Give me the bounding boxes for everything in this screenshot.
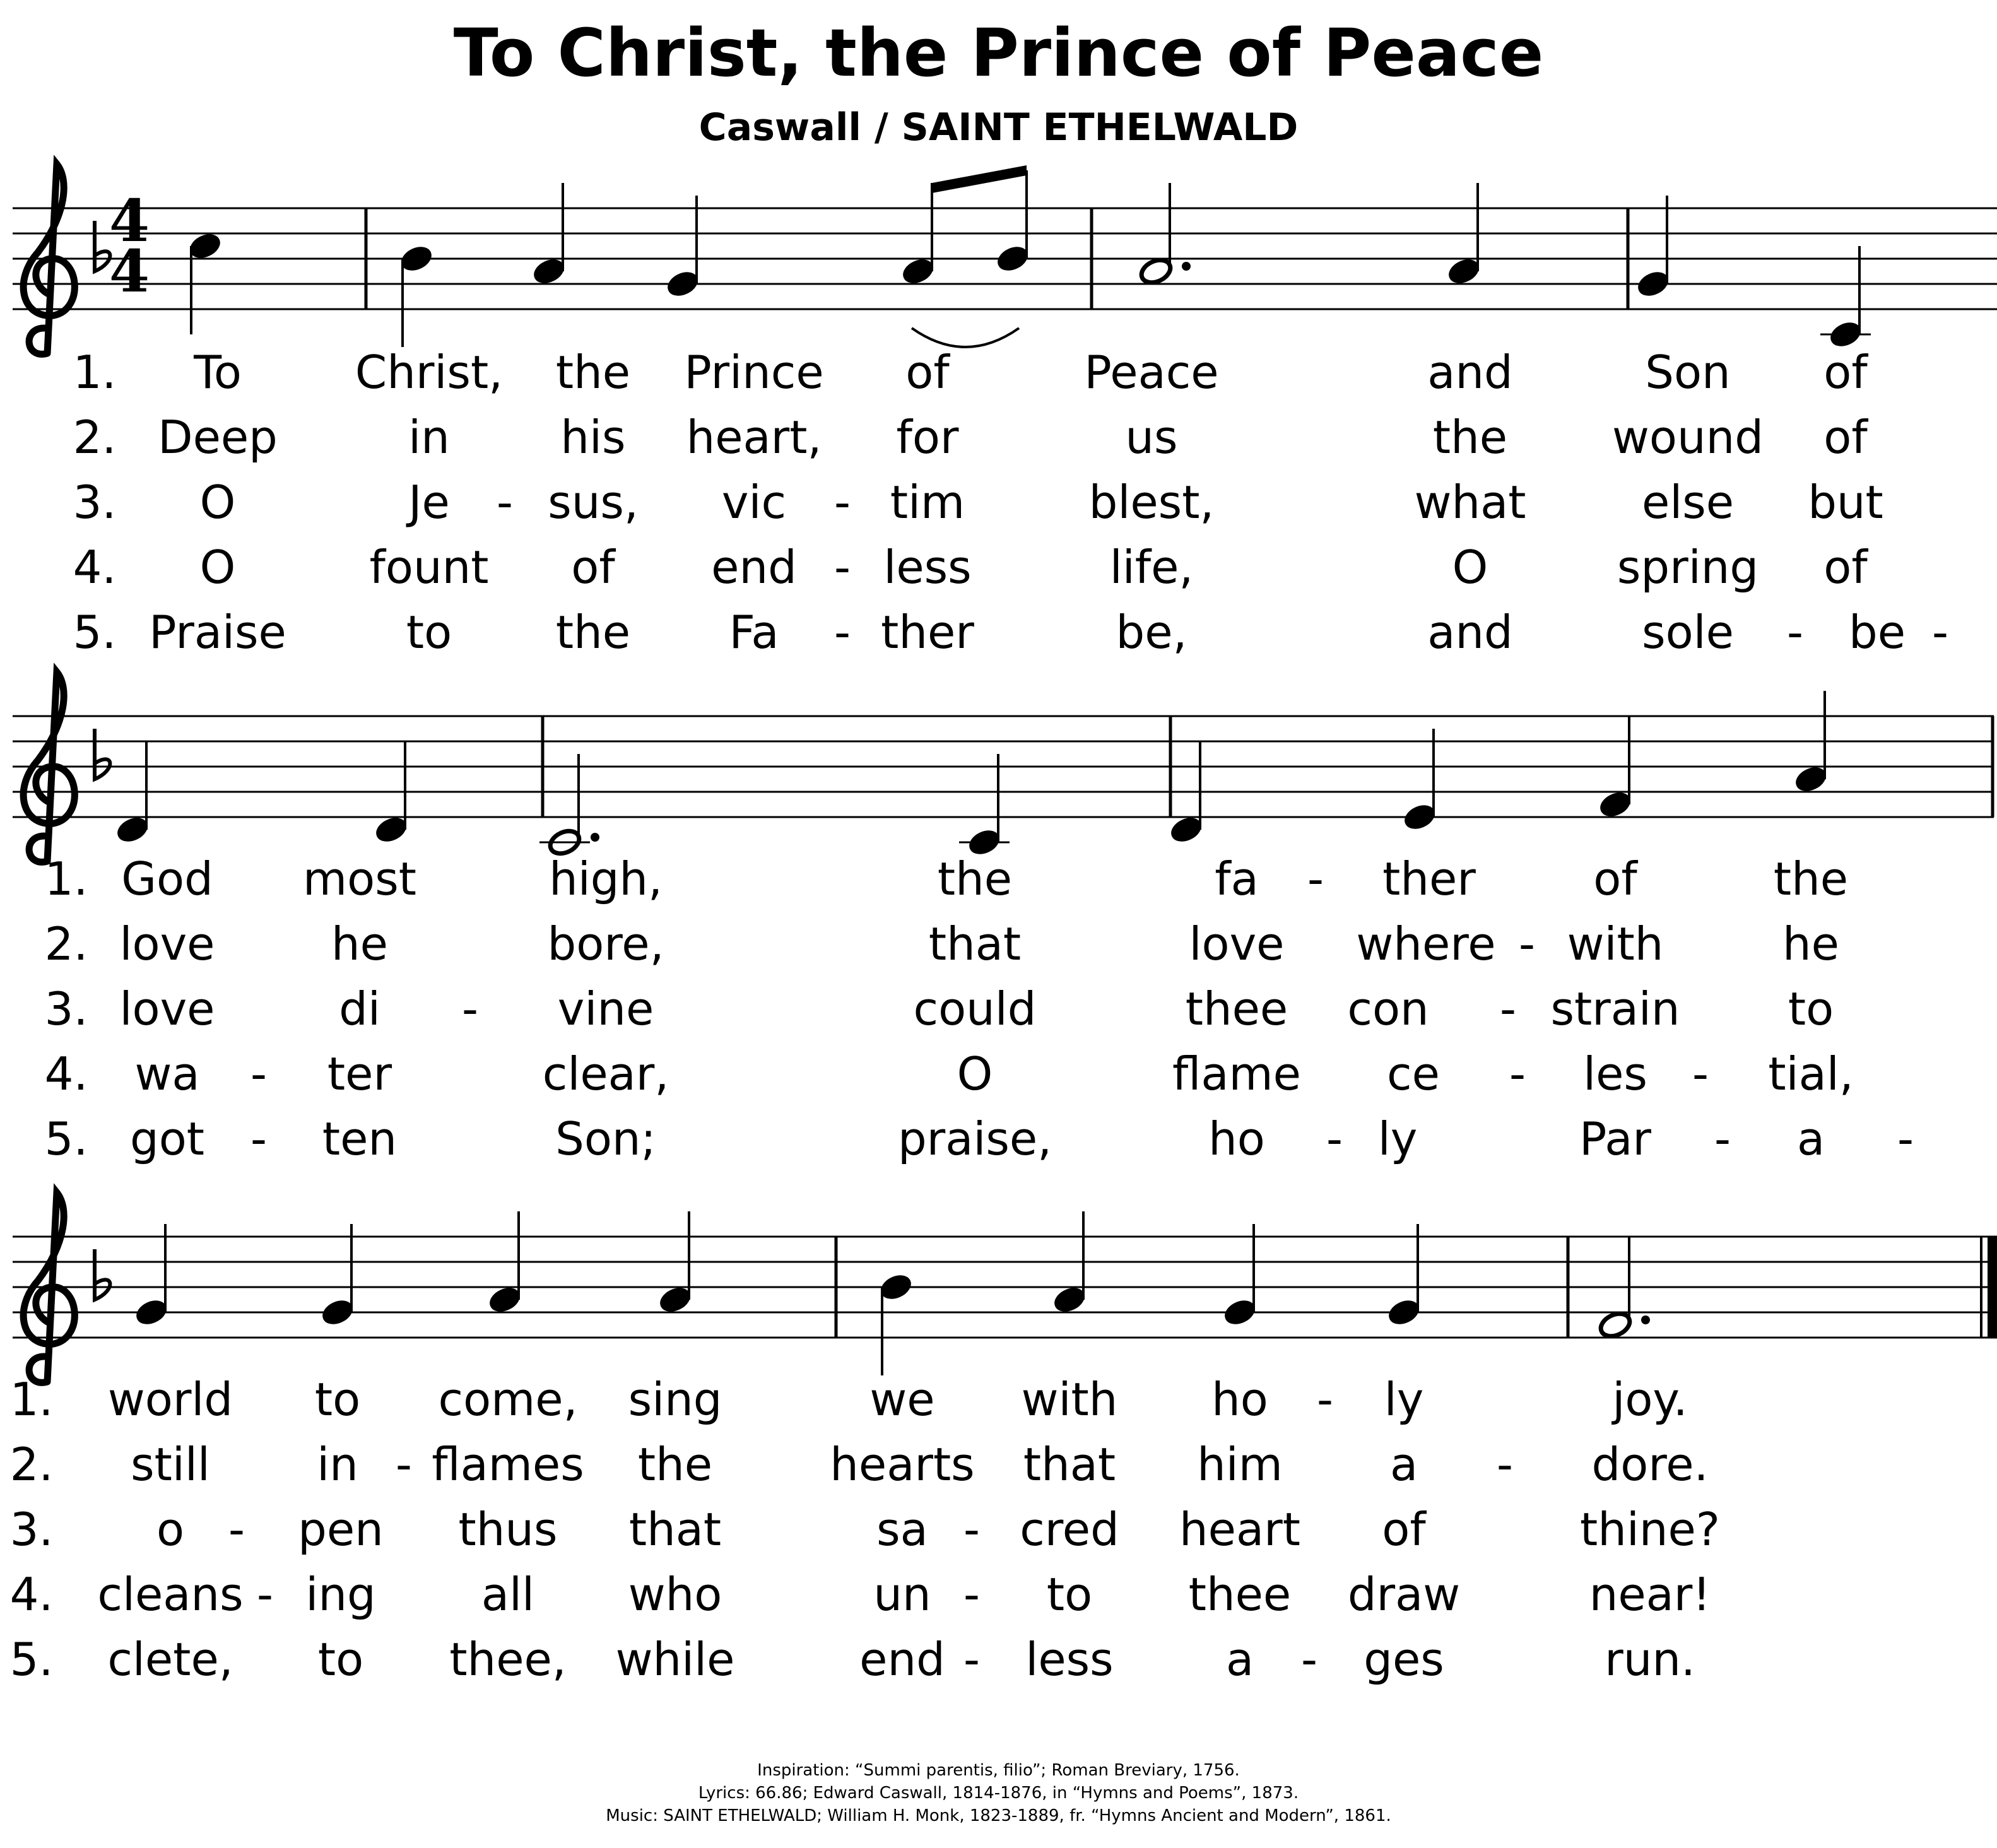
note-head xyxy=(1635,268,1671,299)
lyric-syllable: Son; xyxy=(555,1112,656,1165)
time-signature xyxy=(109,187,150,305)
lyric-syllable: - xyxy=(1897,1112,1914,1165)
lyric-syllable: joy. xyxy=(1612,1373,1688,1426)
note xyxy=(187,230,223,334)
verse-number: 5. xyxy=(73,606,117,659)
note xyxy=(1051,1211,1087,1315)
lyric-syllable: else xyxy=(1641,476,1735,529)
lyric-syllable: draw xyxy=(1347,1568,1461,1621)
note xyxy=(114,741,150,845)
flat-icon xyxy=(95,221,110,271)
lyric-syllable: with xyxy=(1567,917,1664,970)
lyric-syllable: tim xyxy=(890,476,965,529)
lyric-syllable: ten xyxy=(322,1112,398,1165)
lyric-syllable: ges xyxy=(1364,1633,1444,1686)
lyric-syllable: - xyxy=(1307,852,1324,905)
verse-number: 5. xyxy=(44,1112,88,1165)
lyric-syllable: thee xyxy=(1188,1568,1292,1621)
lyric-syllable: could xyxy=(913,982,1037,1035)
lyric-syllable: - xyxy=(1301,1633,1317,1686)
lyric-syllable: a xyxy=(1225,1633,1254,1686)
note-head xyxy=(187,230,223,261)
lyric-syllable: that xyxy=(1023,1438,1116,1491)
lyric-syllable: tial, xyxy=(1768,1047,1854,1100)
lyric-syllable: - xyxy=(963,1503,980,1556)
lyric-syllable: vic xyxy=(721,476,787,529)
note-head xyxy=(1138,256,1174,286)
lyric-syllable: near! xyxy=(1589,1568,1711,1621)
lyric-syllable: for xyxy=(896,411,959,464)
lyric-syllable: be, xyxy=(1116,606,1187,659)
final-barline-thick xyxy=(1988,1237,1997,1338)
lyric-syllable: sa xyxy=(876,1503,928,1556)
note xyxy=(1401,729,1437,833)
verse-number: 1. xyxy=(44,852,88,905)
note-head xyxy=(900,256,936,286)
note xyxy=(1597,716,1633,820)
lyric-syllable: a xyxy=(1389,1438,1418,1491)
lyric-syllable: To xyxy=(194,346,242,399)
lyric-syllable: O xyxy=(199,476,236,529)
verse-number: 3. xyxy=(9,1503,54,1556)
lyric-syllable: wound xyxy=(1612,411,1764,464)
lyric-syllable: dore. xyxy=(1591,1438,1709,1491)
lyric-syllable: most xyxy=(303,852,416,905)
lyric-syllable: sing xyxy=(628,1373,722,1426)
lyric-syllable: - xyxy=(1317,1373,1333,1426)
lyric-syllable: the xyxy=(1432,411,1508,464)
note-head xyxy=(373,814,409,845)
lyric-syllable: heart xyxy=(1179,1503,1300,1556)
lyric-syllable: the xyxy=(555,606,631,659)
lyric-syllable: less xyxy=(883,541,972,594)
lyric-syllable: the xyxy=(1773,852,1849,905)
lyric-syllable: - xyxy=(250,1047,267,1100)
lyric-syllable: Praise xyxy=(149,606,286,659)
lyric-syllable: fa xyxy=(1215,852,1259,905)
note-head xyxy=(133,1297,169,1327)
note-head xyxy=(1386,1297,1422,1327)
lyric-syllable: that xyxy=(928,917,1022,970)
lyrics-system-1 xyxy=(73,346,1948,659)
lyric-syllable: - xyxy=(1692,1047,1709,1100)
verse-number: 3. xyxy=(44,982,88,1035)
lyric-syllable: - xyxy=(396,1438,412,1491)
lyric-syllable: Fa xyxy=(729,606,779,659)
verse-number: 4. xyxy=(44,1047,88,1100)
note-head xyxy=(1597,789,1633,820)
lyric-syllable: wa xyxy=(134,1047,200,1100)
lyric-syllable: in xyxy=(317,1438,358,1491)
note xyxy=(664,196,700,300)
lyric-syllable: Je xyxy=(408,476,450,529)
note xyxy=(959,754,1010,858)
lyric-syllable: - xyxy=(250,1112,267,1165)
note-head xyxy=(1222,1297,1258,1327)
note xyxy=(1820,246,1871,350)
lyric-syllable: his xyxy=(560,411,626,464)
note xyxy=(486,1211,522,1315)
lyric-syllable: ce xyxy=(1387,1047,1440,1100)
lyric-syllable: strain xyxy=(1550,982,1680,1035)
lyric-syllable: of xyxy=(1823,346,1868,399)
note xyxy=(1222,1224,1258,1328)
note xyxy=(1386,1224,1422,1328)
note xyxy=(1168,741,1204,845)
verse-number: 2. xyxy=(44,917,88,970)
lyric-syllable: - xyxy=(257,1568,273,1621)
lyric-syllable: Prince xyxy=(684,346,824,399)
lyric-syllable: thee, xyxy=(449,1633,567,1686)
lyric-syllable: fount xyxy=(369,541,489,594)
staff-system-1 xyxy=(13,164,1997,354)
note xyxy=(657,1211,693,1315)
lyric-syllable: o xyxy=(156,1503,185,1556)
lyric-syllable: Deep xyxy=(158,411,278,464)
lyric-syllable: love xyxy=(119,982,215,1035)
lyrics-system-2 xyxy=(45,852,1914,1165)
lyric-syllable: and xyxy=(1427,346,1513,399)
verse-number: 3. xyxy=(73,476,117,529)
lyric-syllable: praise, xyxy=(897,1112,1052,1165)
slur xyxy=(912,328,1019,347)
note xyxy=(1793,691,1829,795)
lyric-syllable: him xyxy=(1197,1438,1283,1491)
dot xyxy=(591,833,599,842)
lyric-syllable: - xyxy=(1519,917,1535,970)
note-head xyxy=(1051,1284,1087,1315)
lyric-syllable: O xyxy=(199,541,236,594)
verse-number: 5. xyxy=(9,1633,54,1686)
lyric-syllable: less xyxy=(1025,1633,1114,1686)
lyric-syllable: of xyxy=(571,541,615,594)
lyric-syllable: what xyxy=(1414,476,1526,529)
note xyxy=(319,1224,355,1328)
hymn-subtitle: Caswall / SAINT ETHELWALD xyxy=(698,105,1299,150)
note-head xyxy=(319,1297,355,1327)
lyric-syllable: who xyxy=(628,1568,722,1621)
note-head xyxy=(398,243,434,274)
lyric-syllable: that xyxy=(628,1503,722,1556)
lyric-syllable: got xyxy=(130,1112,204,1165)
lyric-syllable: love xyxy=(119,917,215,970)
note xyxy=(531,183,567,287)
lyric-syllable: the xyxy=(637,1438,713,1491)
lyric-syllable: - xyxy=(1326,1112,1343,1165)
lyric-syllable: - xyxy=(228,1503,245,1556)
lyric-syllable: still xyxy=(131,1438,210,1491)
note xyxy=(373,741,409,845)
lyric-syllable: hearts xyxy=(830,1438,975,1491)
hymn-title: To Christ, the Prince of Peace xyxy=(453,15,1544,91)
lyric-syllable: flames xyxy=(432,1438,584,1491)
lyric-syllable: with xyxy=(1021,1373,1118,1426)
lyric-syllable: - xyxy=(1500,982,1516,1035)
lyric-syllable: Par xyxy=(1579,1112,1651,1165)
lyric-syllable: of xyxy=(1823,411,1868,464)
beam xyxy=(932,165,1027,193)
lyric-syllable: but xyxy=(1808,476,1883,529)
lyric-syllable: ho xyxy=(1208,1112,1265,1165)
lyric-syllable: thine? xyxy=(1579,1503,1721,1556)
lyric-syllable: pen xyxy=(298,1503,384,1556)
lyric-syllable: the xyxy=(937,852,1013,905)
note xyxy=(398,243,434,347)
lyric-syllable: end xyxy=(711,541,797,594)
note-head xyxy=(531,256,567,286)
lyric-syllable: - xyxy=(1932,606,1948,659)
lyric-syllable: di xyxy=(339,982,380,1035)
lyric-syllable: run. xyxy=(1605,1633,1695,1686)
lyric-syllable: life, xyxy=(1109,541,1194,594)
lyric-syllable: - xyxy=(834,541,851,594)
lyric-syllable: to xyxy=(1788,982,1834,1035)
lyric-syllable: con xyxy=(1347,982,1429,1035)
dot xyxy=(1641,1315,1650,1324)
verse-number: 1. xyxy=(73,346,117,399)
lyric-syllable: high, xyxy=(549,852,663,905)
lyric-syllable: Christ, xyxy=(355,346,504,399)
lyric-syllable: to xyxy=(1046,1568,1093,1621)
note-head xyxy=(1401,801,1437,832)
staff-system-3 xyxy=(13,1192,1997,1382)
lyric-syllable: un xyxy=(873,1568,931,1621)
note xyxy=(1635,196,1671,300)
note xyxy=(994,170,1030,274)
lyric-syllable: O xyxy=(1452,541,1488,594)
credit-lyrics: Lyrics: 66.86; Edward Caswall, 1814-1876, in “Hymns and Poems”, 1873. xyxy=(698,1784,1299,1803)
verse-number: 4. xyxy=(73,541,117,594)
time-signature-digit: 4 xyxy=(109,237,150,305)
lyric-syllable: - xyxy=(1787,606,1803,659)
lyric-syllable: heart, xyxy=(686,411,822,464)
lyric-syllable: ly xyxy=(1377,1112,1418,1165)
credit-inspiration: Inspiration: “Summi parentis, filio”; Roman Breviary, 1756. xyxy=(757,1761,1240,1780)
lyric-syllable: where xyxy=(1356,917,1496,970)
lyric-syllable: love xyxy=(1189,917,1285,970)
lyric-syllable: of xyxy=(1382,1503,1426,1556)
credits xyxy=(0,1759,1997,1827)
lyric-syllable: ho xyxy=(1211,1373,1268,1426)
flat-icon xyxy=(95,1249,110,1300)
note xyxy=(900,183,936,287)
lyric-syllable: - xyxy=(1714,1112,1731,1165)
note xyxy=(133,1224,169,1328)
note-head xyxy=(994,243,1030,274)
lyric-syllable: of xyxy=(1593,852,1637,905)
lyric-syllable: while xyxy=(615,1633,735,1686)
note-head xyxy=(1597,1309,1633,1340)
lyrics xyxy=(10,346,1948,1686)
lyric-syllable: spring xyxy=(1617,541,1759,594)
lyric-syllable: world xyxy=(107,1373,233,1426)
note-head xyxy=(1446,256,1482,286)
lyric-syllable: us xyxy=(1125,411,1178,464)
lyric-syllable: to xyxy=(314,1373,361,1426)
lyric-syllable: flame xyxy=(1172,1047,1301,1100)
lyric-syllable: be xyxy=(1849,606,1906,659)
note-head xyxy=(486,1284,522,1315)
lyric-syllable: - xyxy=(963,1568,980,1621)
note-head xyxy=(878,1271,914,1302)
staff-system-2 xyxy=(13,672,1994,862)
note-head xyxy=(657,1284,693,1315)
flat-icon xyxy=(95,729,110,779)
lyrics-system-3 xyxy=(10,1373,1720,1686)
lyric-syllable: all xyxy=(481,1568,535,1621)
lyric-syllable: of xyxy=(1823,541,1868,594)
lyric-syllable: - xyxy=(462,982,478,1035)
note-head xyxy=(1168,814,1204,845)
lyric-syllable: ther xyxy=(1382,852,1476,905)
lyric-syllable: sus, xyxy=(548,476,639,529)
lyric-syllable: - xyxy=(497,476,513,529)
lyric-syllable: God xyxy=(121,852,213,905)
lyric-syllable: ly xyxy=(1384,1373,1424,1426)
lyric-syllable: end xyxy=(859,1633,945,1686)
lyric-syllable: - xyxy=(963,1633,980,1686)
note xyxy=(1446,183,1482,287)
lyric-syllable: cleans xyxy=(97,1568,244,1621)
lyric-syllable: come, xyxy=(438,1373,578,1426)
lyric-syllable: Son xyxy=(1645,346,1731,399)
lyric-syllable: we xyxy=(869,1373,935,1426)
lyric-syllable: - xyxy=(834,476,851,529)
lyric-syllable: - xyxy=(1509,1047,1526,1100)
verse-number: 4. xyxy=(9,1568,54,1621)
lyric-syllable: to xyxy=(406,606,452,659)
lyric-syllable: vine xyxy=(557,982,654,1035)
note xyxy=(539,754,599,858)
lyric-syllable: the xyxy=(555,346,631,399)
lyric-syllable: ther xyxy=(881,606,974,659)
lyric-syllable: - xyxy=(1497,1438,1513,1491)
lyric-syllable: thee xyxy=(1185,982,1288,1035)
lyric-syllable: he xyxy=(331,917,388,970)
lyric-syllable: cred xyxy=(1020,1503,1119,1556)
credit-music: Music: SAINT ETHELWALD; William H. Monk, 1823-1889, fr. “Hymns Ancient and Modern”, 1861. xyxy=(606,1806,1391,1825)
lyric-syllable: - xyxy=(834,606,851,659)
lyric-syllable: in xyxy=(408,411,450,464)
lyric-syllable: Peace xyxy=(1084,346,1219,399)
note-head xyxy=(664,268,700,299)
lyric-syllable: clete, xyxy=(107,1633,233,1686)
note xyxy=(878,1271,914,1375)
lyric-syllable: he xyxy=(1782,917,1839,970)
lyric-syllable: thus xyxy=(458,1503,558,1556)
lyric-syllable: and xyxy=(1427,606,1513,659)
lyric-syllable: blest, xyxy=(1088,476,1215,529)
verse-number: 2. xyxy=(73,411,117,464)
lyric-syllable: a xyxy=(1796,1112,1825,1165)
lyric-syllable: of xyxy=(905,346,950,399)
lyric-syllable: ing xyxy=(305,1568,376,1621)
lyric-syllable: les xyxy=(1583,1047,1647,1100)
lyric-syllable: to xyxy=(317,1633,364,1686)
lyric-syllable: sole xyxy=(1642,606,1734,659)
dot xyxy=(1182,262,1191,271)
verse-number: 1. xyxy=(9,1373,54,1426)
note-head xyxy=(114,814,150,845)
time-signature-digit: 4 xyxy=(109,187,150,255)
note-head xyxy=(1793,763,1829,794)
lyric-syllable: clear, xyxy=(542,1047,669,1100)
lyric-syllable: ter xyxy=(327,1047,392,1100)
verse-number: 2. xyxy=(9,1438,54,1491)
note xyxy=(1597,1237,1650,1341)
lyric-syllable: O xyxy=(957,1047,993,1100)
lyric-syllable: bore, xyxy=(547,917,664,970)
note xyxy=(1138,183,1191,287)
